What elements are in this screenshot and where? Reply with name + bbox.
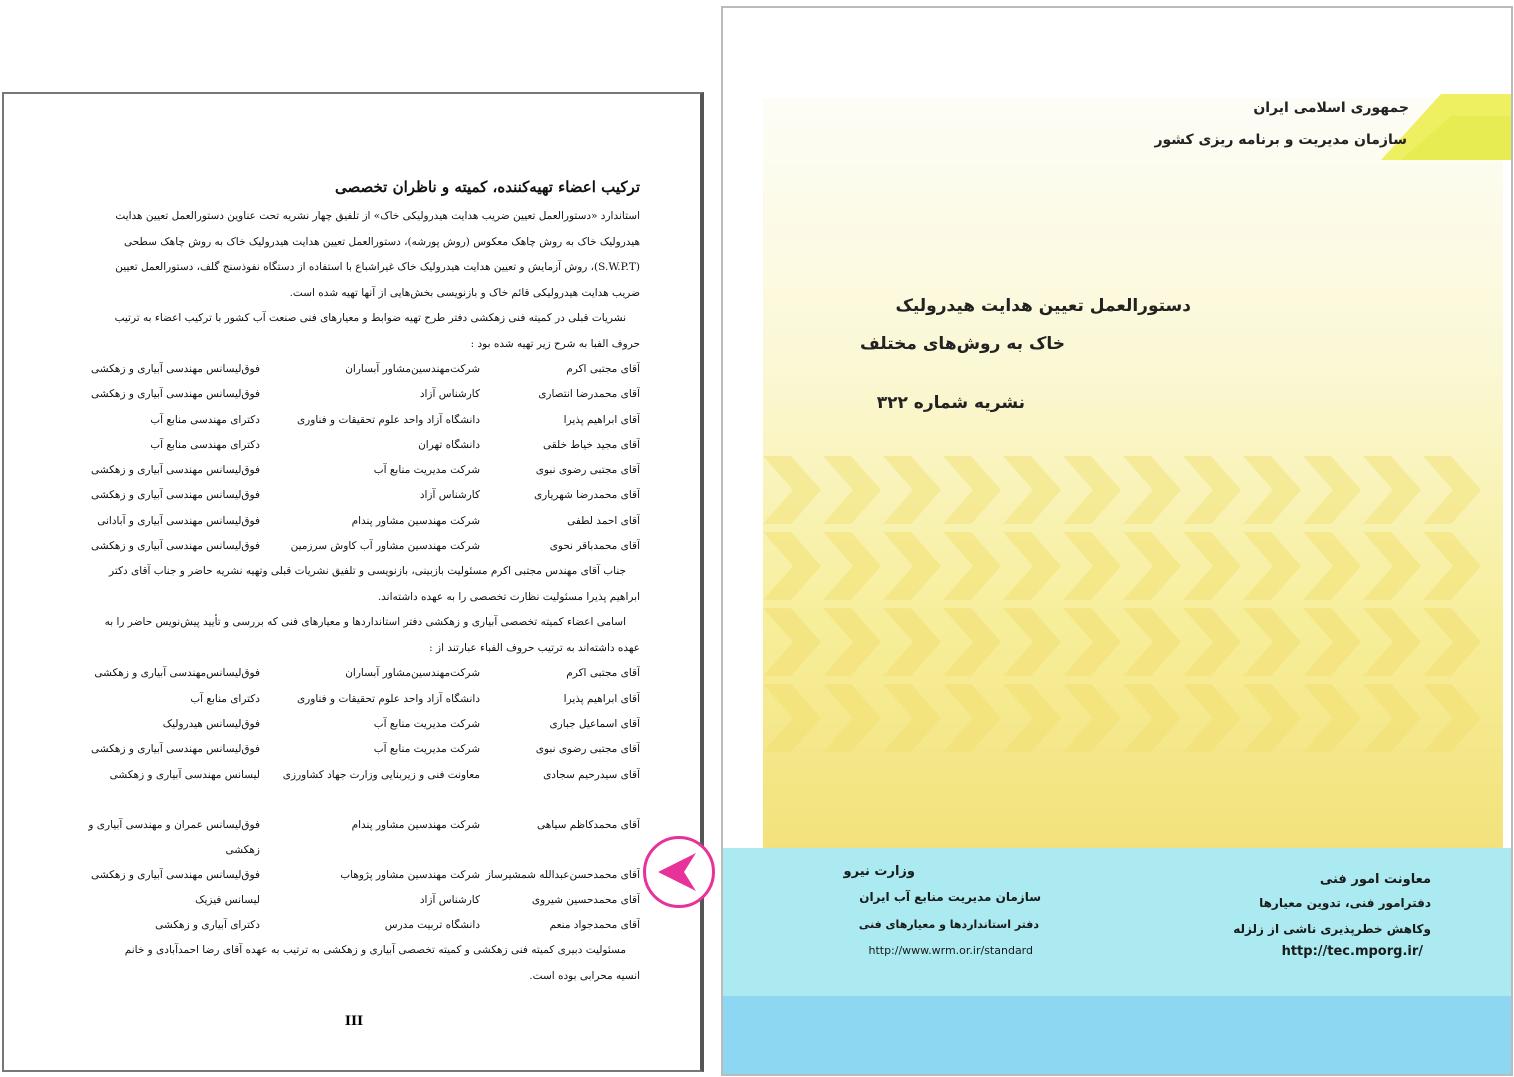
left-document-page bbox=[2, 92, 704, 1072]
member-org: شرکت مهندسین مشاور پژوهاب bbox=[340, 868, 480, 881]
page-content bbox=[70, 176, 640, 989]
text-line: انسیه محرابی بوده است. bbox=[529, 969, 640, 982]
chevron-shape bbox=[1243, 608, 1301, 676]
member-name: آقای محمدکاظم سیاهی bbox=[536, 818, 640, 831]
chevron-shape bbox=[1303, 684, 1361, 752]
member-degree: فوق‌لیسانس مهندسی آبیاری و آبادانی bbox=[97, 514, 260, 527]
chevron-shape bbox=[823, 684, 881, 752]
chevron-shape bbox=[883, 684, 941, 752]
chevron-shape bbox=[823, 608, 881, 676]
chevron-shape bbox=[1063, 608, 1121, 676]
intro-paragraph bbox=[70, 204, 640, 306]
member-name: آقای مجید خیاط خلقی bbox=[542, 438, 640, 451]
chevron-shape bbox=[943, 456, 1001, 524]
text-line: عهده داشته‌اند به ترتیب حروف الفباء عبارتند از : bbox=[429, 641, 640, 654]
member-row bbox=[70, 813, 640, 863]
member-degree: فوق‌لیسانس مهندسی آبیاری و زهکشی bbox=[91, 868, 260, 881]
chevron-shape bbox=[1123, 608, 1181, 676]
member-row bbox=[70, 458, 640, 483]
member-org: دانشگاه آزاد واحد علوم تحقیقات و فناوری bbox=[296, 413, 480, 426]
member-row bbox=[70, 534, 640, 559]
cover-title-line1: دستورالعمل تعیین هدایت هیدرولیک bbox=[895, 296, 1191, 316]
member-name: آقای محمدباقر نحوی bbox=[549, 540, 640, 553]
chevron-shape bbox=[1123, 456, 1181, 524]
text-line: جناب آقای مهندس مجتبی اکرم مسئولیت بازبینی، بازنویسی و تلفیق نشریات قبلی وتهیه نشریه حاضر و جناب آقای دکتر bbox=[109, 565, 626, 578]
cover-info-band bbox=[723, 848, 1513, 996]
office-line2: وکاهش خطرپذیری ناشی از زلزله bbox=[1233, 922, 1431, 936]
chevron-shape bbox=[1123, 684, 1181, 752]
chevron-shape bbox=[883, 608, 941, 676]
prev-page-button[interactable] bbox=[643, 836, 715, 908]
member-org: کارشناس آزاد bbox=[419, 489, 480, 502]
member-degree: فوق‌لیسانس مهندسی آبیاری و زهکشی bbox=[91, 540, 260, 553]
chevron-shape bbox=[1063, 456, 1121, 524]
member-name: آقای محمدرضا شهریاری bbox=[533, 489, 640, 502]
member-row bbox=[70, 763, 640, 813]
chevron-shape bbox=[1303, 456, 1361, 524]
member-row bbox=[70, 382, 640, 407]
member-row bbox=[70, 483, 640, 508]
member-name: آقای مجتبی اکرم bbox=[566, 667, 640, 680]
member-org: شرکت مدیریت منابع آب bbox=[373, 464, 480, 477]
chevron-shape bbox=[1003, 532, 1061, 600]
page-number: III bbox=[344, 1014, 364, 1029]
member-org: کارشناس آزاد bbox=[419, 893, 480, 906]
chevron-shape bbox=[823, 456, 881, 524]
chevron-shape bbox=[1303, 532, 1361, 600]
chevron-shape bbox=[1363, 532, 1421, 600]
organization-label: سازمان مدیریت و برنامه ریزی کشور bbox=[1154, 132, 1407, 148]
member-name: آقای ابراهیم پذیرا bbox=[563, 692, 640, 705]
chevron-shape bbox=[763, 456, 821, 524]
supervision-paragraph bbox=[70, 559, 640, 610]
chevron-shape bbox=[1363, 456, 1421, 524]
chevron-shape bbox=[1183, 684, 1241, 752]
chevron-shape bbox=[883, 456, 941, 524]
member-degree: فوق‌لیسانس مهندسی آبیاری و زهکشی bbox=[91, 743, 260, 756]
chevron-shape bbox=[1363, 684, 1421, 752]
chevron-shape bbox=[883, 532, 941, 600]
member-row bbox=[70, 913, 640, 938]
member-degree: فوق‌لیسانس مهندسی آبیاری و زهکشی bbox=[91, 388, 260, 401]
chevron-shape bbox=[1183, 608, 1241, 676]
member-name: آقای مجتبی رضوی نبوی bbox=[535, 743, 640, 756]
chevron-shape bbox=[1243, 684, 1301, 752]
member-org: کارشناس آزاد bbox=[419, 388, 480, 401]
member-degree: فوق‌لیسانس‌مهندسی آبیاری و زهکشی bbox=[94, 667, 260, 680]
member-degree: دکترای منابع آب bbox=[190, 692, 260, 705]
chevron-shape bbox=[1003, 456, 1061, 524]
wrm-url-link[interactable]: http://www.wrm.or.ir/standard bbox=[868, 944, 1033, 957]
chevron-shape bbox=[1063, 684, 1121, 752]
office-line1: دفترامور فنی، تدوین معیارها bbox=[1259, 896, 1431, 910]
member-degree: لیسانس مهندسی آبیاری و زهکشی bbox=[109, 768, 260, 781]
chevron-shape bbox=[1063, 532, 1121, 600]
member-row bbox=[70, 433, 640, 458]
member-name: آقای مجتبی اکرم bbox=[566, 363, 640, 375]
text-line: ابراهیم پذیرا مسئولیت نظارت تخصصی را به عهده داشته‌اند. bbox=[377, 590, 640, 603]
member-row bbox=[70, 712, 640, 737]
chevron-shape bbox=[1123, 532, 1181, 600]
member-degree: فوق‌لیسانس مهندسی آبیاری و زهکشی bbox=[91, 464, 260, 477]
prior-paragraph bbox=[70, 306, 640, 357]
chevron-shape bbox=[763, 684, 821, 752]
chevron-shape bbox=[1243, 456, 1301, 524]
chevron-shape bbox=[1363, 608, 1421, 676]
chevron-shape bbox=[1183, 456, 1241, 524]
chevron-shape bbox=[943, 684, 1001, 752]
chevron-shape bbox=[763, 532, 821, 600]
secretariat-paragraph bbox=[70, 938, 640, 989]
member-name: آقای محمدحسن‌عبدالله شمشیرساز bbox=[485, 868, 640, 881]
member-name: آقای ابراهیم پذیرا bbox=[563, 413, 640, 426]
chevron-shape bbox=[1183, 532, 1241, 600]
member-degree: فوق‌لیسانس مهندسی آبیاری و زهکشی bbox=[91, 489, 260, 502]
member-org: شرکت مهندسین مشاور پندام bbox=[351, 818, 480, 831]
member-row bbox=[70, 863, 640, 888]
member-degree: فوق‌لیسانس هیدرولیک bbox=[162, 717, 260, 730]
republic-label: جمهوری اسلامی ایران bbox=[1253, 100, 1409, 116]
member-org: شرکت مهندسین مشاور پندام bbox=[351, 514, 480, 527]
member-org: شرکت‌مهندسین‌مشاور آبساران bbox=[345, 363, 480, 375]
member-degree: دکترای آبیاری و زهکشی bbox=[155, 919, 260, 932]
member-name: آقای محمدحسین شیروی bbox=[531, 893, 640, 906]
member-degree: دکترای مهندسی منابع آب bbox=[150, 438, 260, 451]
chevron-shape bbox=[763, 608, 821, 676]
text-line: استاندارد «دستورالعمل تعیین ضریب هدایت هیدرولیکی خاک» از تلفیق چهار نشریه تحت عناوین دستورالعمل تعیین هدایت bbox=[115, 210, 640, 222]
member-name: آقای اسماعیل جباری bbox=[549, 717, 640, 730]
book-cover bbox=[721, 6, 1513, 1076]
member-org: شرکت مدیریت منابع آب bbox=[373, 717, 480, 730]
cover-bottom-band bbox=[723, 996, 1513, 1076]
member-degree: لیسانس فیزیک bbox=[195, 893, 260, 906]
chevron-shape bbox=[1243, 532, 1301, 600]
member-org: شرکت مهندسین مشاور آب کاوش سرزمین bbox=[290, 540, 480, 553]
member-degree: فوق‌لیسانس مهندسی آبیاری و زهکشی bbox=[91, 363, 260, 375]
member-name: آقای سیدرحیم سجادی bbox=[543, 768, 640, 781]
committee-paragraph bbox=[70, 610, 640, 661]
members-list-1 bbox=[70, 357, 640, 559]
member-row bbox=[70, 408, 640, 433]
publication-number: نشریه شماره ۳۲۲ bbox=[876, 393, 1025, 413]
company-label: سازمان مدیریت منابع آب ایران bbox=[859, 890, 1041, 904]
member-row bbox=[70, 737, 640, 762]
member-name: آقای محمدجواد منعم bbox=[549, 919, 640, 932]
standards-office-label: دفتر استانداردها و معیارهای فنی bbox=[858, 918, 1039, 931]
cover-title-line2: خاک به روش‌های مختلف bbox=[860, 334, 1065, 354]
member-row bbox=[70, 357, 640, 382]
chevron-shape bbox=[1423, 456, 1481, 524]
chevron-shape bbox=[943, 532, 1001, 600]
text-line: مسئولیت دبیری کمیته فنی زهکشی و کمیته تخصصی آبیاری و زهکشی به ترتیب به عهده آقای رضا احمدآبادی و خانم bbox=[124, 944, 626, 957]
member-row bbox=[70, 509, 640, 534]
member-row bbox=[70, 661, 640, 686]
member-row bbox=[70, 687, 640, 712]
chevron-shape bbox=[1423, 608, 1481, 676]
ministry-label: وزارت نیرو bbox=[843, 864, 915, 879]
members-list-2 bbox=[70, 661, 640, 938]
text-line: نشریات قبلی در کمیته فنی زهکشی دفتر طرح تهیه ضوابط و معیارهای فنی صنعت آب کشور با ترکیب اعضاء به ترتیب bbox=[114, 312, 626, 324]
member-org: دانشگاه تهران bbox=[418, 438, 480, 451]
member-degree: دکترای مهندسی منابع آب bbox=[150, 413, 260, 426]
page-title: ترکیب اعضاء تهیه‌کننده، کمیته و ناظران تخصصی bbox=[334, 178, 640, 196]
member-org: شرکت مدیریت منابع آب bbox=[373, 743, 480, 756]
chevron-shape bbox=[1003, 608, 1061, 676]
chevron-shape bbox=[943, 608, 1001, 676]
chevron-shape bbox=[1423, 684, 1481, 752]
member-name: آقای احمد لطفی bbox=[567, 514, 640, 527]
text-line: اسامی اعضاء کمیته تخصصی آبیاری و زهکشی دفتر استانداردها و معیارهای فنی که بررسی و تأیید پیش‌نویس حاضر را به bbox=[104, 616, 626, 629]
text-line: ضریب هدایت هیدرولیکی قائم خاک و بازنویسی بخش‌هایی از آنها تهیه شده است. bbox=[289, 286, 640, 299]
chevron-shape bbox=[823, 532, 881, 600]
member-org: دانشگاه آزاد واحد علوم تحقیقات و فناوری bbox=[296, 692, 480, 705]
tec-url-link[interactable]: http://tec.mporg.ir/ bbox=[1281, 944, 1423, 959]
chevron-shape bbox=[1303, 608, 1361, 676]
member-row bbox=[70, 888, 640, 913]
text-line: حروف الفبا به شرح زیر تهیه شده بود : bbox=[470, 337, 640, 350]
chevron-shape bbox=[1423, 532, 1481, 600]
prev-page-arrow-icon bbox=[656, 851, 702, 893]
member-name: آقای محمدرضا انتصاری bbox=[538, 388, 640, 401]
deputy-label: معاونت امور فنی bbox=[1319, 872, 1431, 887]
chevron-shape bbox=[1003, 684, 1061, 752]
text-line: هیدرولیک خاک به روش چاهک معکوس (روش پورشه)، دستورالعمل تعیین هدایت هیدرولیک خاک به روش چاهک سطحی bbox=[123, 235, 640, 248]
member-name: آقای مجتبی رضوی نبوی bbox=[535, 464, 640, 477]
member-degree: فوق‌لیسانس عمران و مهندسی آبیاری و زهکشی bbox=[88, 818, 260, 856]
member-org: شرکت‌مهندسین‌مشاور آبساران bbox=[345, 667, 480, 680]
member-org: معاونت فنی و زیربنایی وزارت جهاد کشاورزی bbox=[282, 768, 480, 781]
chevron-pattern bbox=[763, 456, 1483, 756]
member-org: دانشگاه تربیت مدرس bbox=[384, 919, 480, 932]
text-line: (S.W.P.T)، روش آزمایش و تعیین هدایت هیدرولیک خاک غیراشباع با استفاده از دستگاه نفوذسنج گلف، دستورالعمل تعیین bbox=[115, 261, 640, 273]
